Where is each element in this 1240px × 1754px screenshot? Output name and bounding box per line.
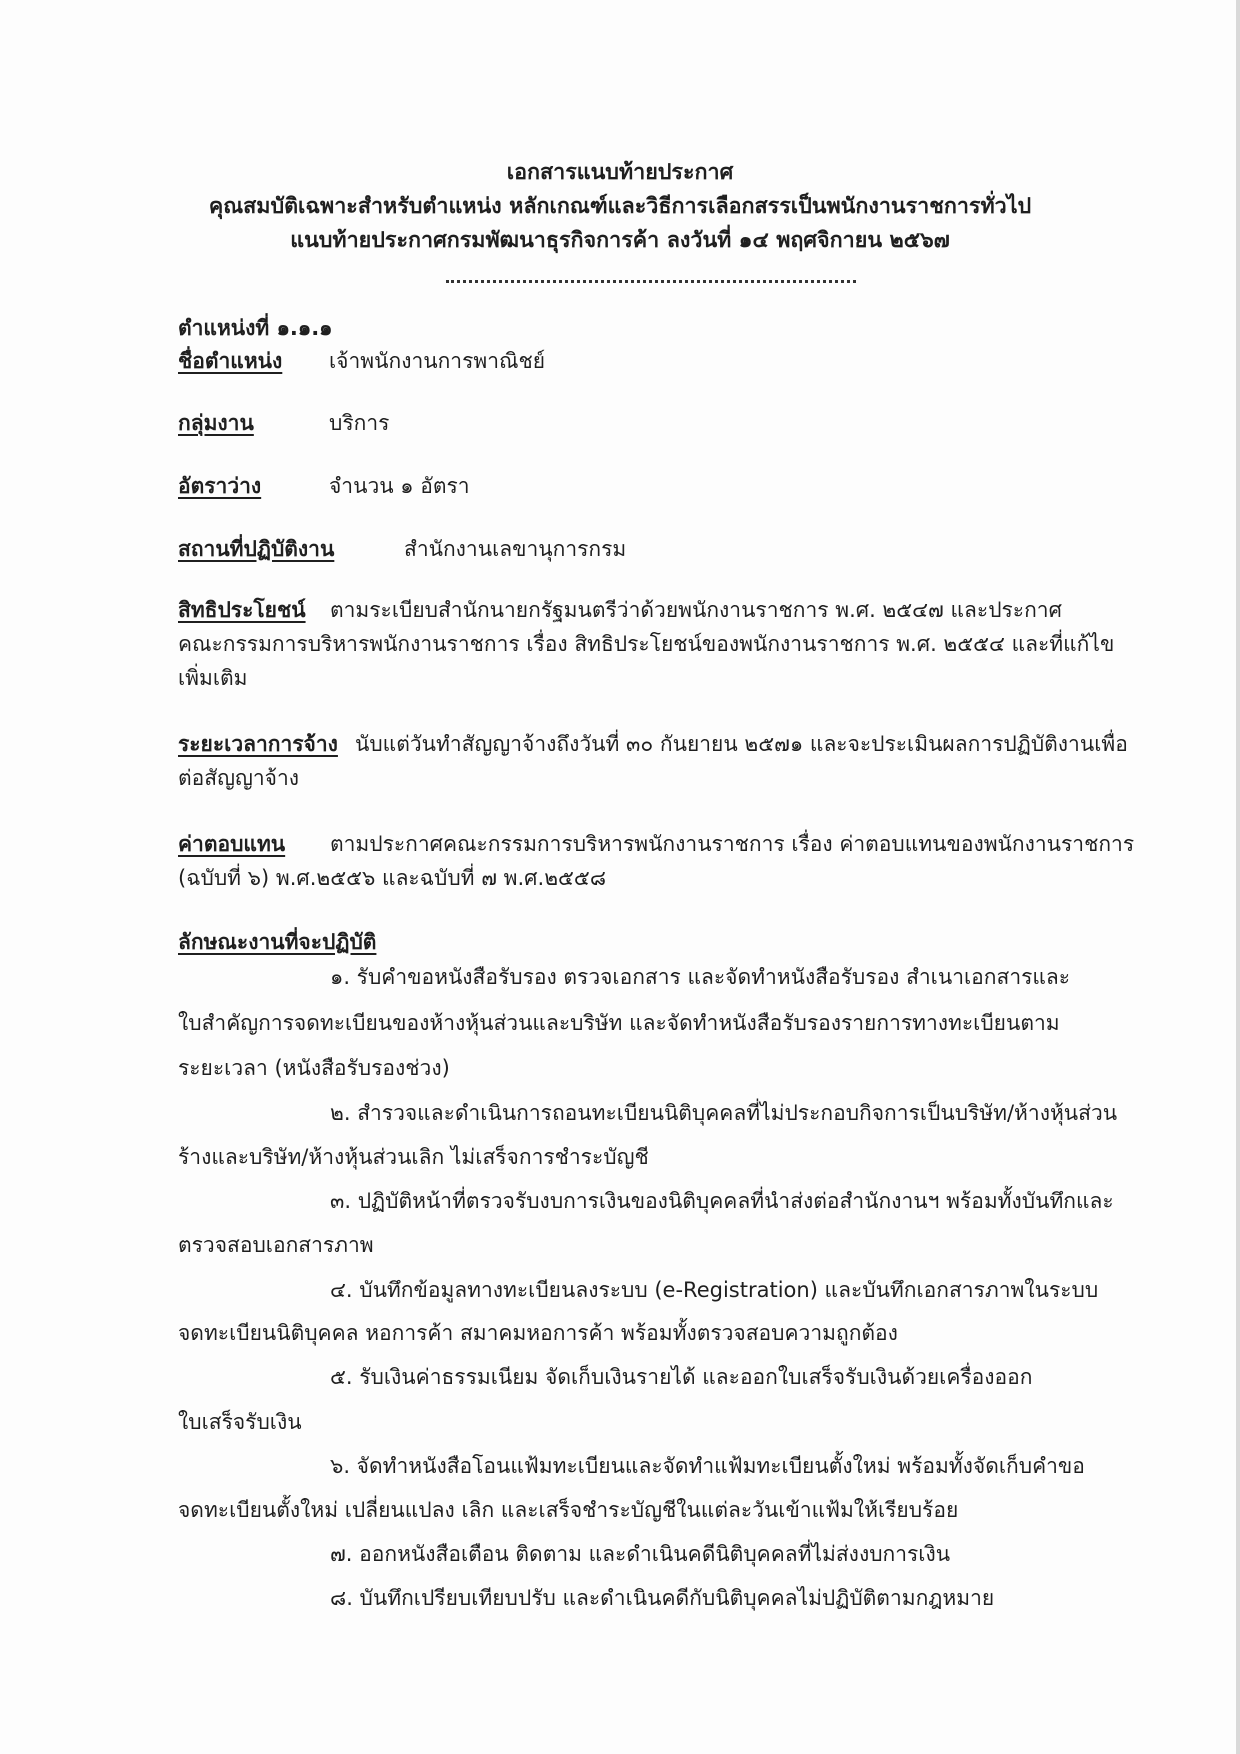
duty-item-1: ๑. รับคำขอหนังสือรับรอง ตรวจเอกสาร และจัดทำหนังสือรับรอง สำเนาเอกสารและ (330, 965, 1071, 989)
work-group-label: กลุ่มงาน (178, 411, 254, 435)
duty-item-6-continued: จดทะเบียนตั้งใหม่ เปลี่ยนแปลง เลิก และเสร็จชำระบัญชีในแต่ละวันเข้าแฟ้มให้เรียบร้อย (178, 1498, 959, 1522)
duty-item-5: ๕. รับเงินค่าธรรมเนียม จัดเก็บเงินรายได้ และออกใบเสร็จรับเงินด้วยเครื่องออก (330, 1365, 1033, 1389)
employment-period-text-line: นับแต่วันทำสัญญาจ้างถึงวันที่ ๓๐ กันยายน ๒๕๗๑ และจะประเมินผลการปฏิบัติงานเพื่อ (355, 732, 1128, 756)
vacancy-value: จำนวน ๑ อัตรา (329, 474, 470, 498)
compensation-label: ค่าตอบแทน (178, 832, 286, 856)
position-name-value: เจ้าพนักงานการพาณิชย์ (329, 349, 546, 373)
duties-heading: ลักษณะงานที่จะปฏิบัติ (178, 930, 377, 954)
duty-item-8: ๘. บันทึกเปรียบเทียบปรับ และดำเนินคดีกับนิติบุคคลไม่ปฏิบัติตามกฎหมาย (330, 1586, 995, 1610)
duty-item-2: ๒. สำรวจและดำเนินการถอนทะเบียนนิติบุคคลที่ไม่ประกอบกิจการเป็นบริษัท/ห้างหุ้นส่วน (330, 1101, 1118, 1125)
document-subtitle: คุณสมบัติเฉพาะสำหรับตำแหน่ง หลักเกณฑ์และวิธีการเลือกสรรเป็นพนักงานราชการทั่วไป (208, 194, 1032, 219)
duty-item-3: ๓. ปฏิบัติหน้าที่ตรวจรับงบการเงินของนิติบุคคลที่นำส่งต่อสำนักงานฯ พร้อมทั้งบันทึกและ (330, 1189, 1114, 1213)
duty-item-6: ๖. จัดทำหนังสือโอนแฟ้มทะเบียนและจัดทำแฟ้มทะเบียนตั้งใหม่ พร้อมทั้งจัดเก็บคำขอ (330, 1454, 1085, 1478)
benefits-text-line: ตามระเบียบสำนักนายกรัฐมนตรีว่าด้วยพนักงานราชการ พ.ศ. ๒๕๔๗ และประกาศ (330, 598, 1062, 622)
page-edge (1236, 0, 1240, 1754)
duty-item-4-continued: จดทะเบียนนิติบุคคล หอการค้า สมาคมหอการค้า พร้อมทั้งตรวจสอบความถูกต้อง (178, 1321, 898, 1345)
duty-item-1-continued: ระยะเวลา (หนังสือรับรองช่วง) (178, 1056, 450, 1080)
duty-item-7: ๗. ออกหนังสือเตือน ติดตาม และดำเนินคดีนิติบุคคลที่ไม่ส่งงบการเงิน (330, 1542, 951, 1566)
work-group-value: บริการ (329, 411, 390, 435)
work-location-value: สำนักงานเลขานุการกรม (404, 537, 627, 561)
vacancy-label: อัตราว่าง (178, 474, 262, 498)
duty-item-1-continued: ใบสำคัญการจดทะเบียนของห้างหุ้นส่วนและบริษัท และจัดทำหนังสือรับรองรายการทางทะเบียนตาม (178, 1011, 1060, 1035)
position-number: ตำแหน่งที่ ๑.๑.๑ (178, 316, 333, 340)
duty-item-5-continued: ใบเสร็จรับเงิน (178, 1410, 302, 1434)
position-name-label: ชื่อตำแหน่ง (178, 349, 283, 373)
compensation-text-line: ตามประกาศคณะกรรมการบริหารพนักงานราชการ เรื่อง ค่าตอบแทนของพนักงานราชการ (330, 832, 1135, 856)
dotted-divider (446, 280, 856, 283)
work-location-label: สถานที่ปฏิบัติงาน (178, 537, 335, 561)
duty-item-3-continued: ตรวจสอบเอกสารภาพ (178, 1233, 374, 1257)
benefits-text-line: คณะกรรมการบริหารพนักงานราชการ เรื่อง สิทธิประโยชน์ของพนักงานราชการ พ.ศ. ๒๕๕๔ และที่แก้ไข (178, 632, 1115, 656)
document-reference: แนบท้ายประกาศกรมพัฒนาธุรกิจการค้า ลงวันที่ ๑๔ พฤศจิกายน ๒๕๖๗ (290, 228, 950, 253)
compensation-text-line: (ฉบับที่ ๖) พ.ศ.๒๕๕๖ และฉบับที่ ๗ พ.ศ.๒๕๕๘ (178, 866, 607, 890)
benefits-label: สิทธิประโยชน์ (178, 598, 306, 622)
duty-item-2-continued: ร้างและบริษัท/ห้างหุ้นส่วนเลิก ไม่เสร็จการชำระบัญชี (178, 1145, 649, 1169)
document-title: เอกสารแนบท้ายประกาศ (506, 160, 734, 185)
employment-period-label: ระยะเวลาการจ้าง (178, 732, 338, 756)
employment-period-text-line: ต่อสัญญาจ้าง (178, 766, 299, 790)
benefits-text-line: เพิ่มเติม (178, 666, 248, 690)
duty-item-4: ๔. บันทึกข้อมูลทางทะเบียนลงระบบ (e-Registration) และบันทึกเอกสารภาพในระบบ (330, 1278, 1099, 1302)
